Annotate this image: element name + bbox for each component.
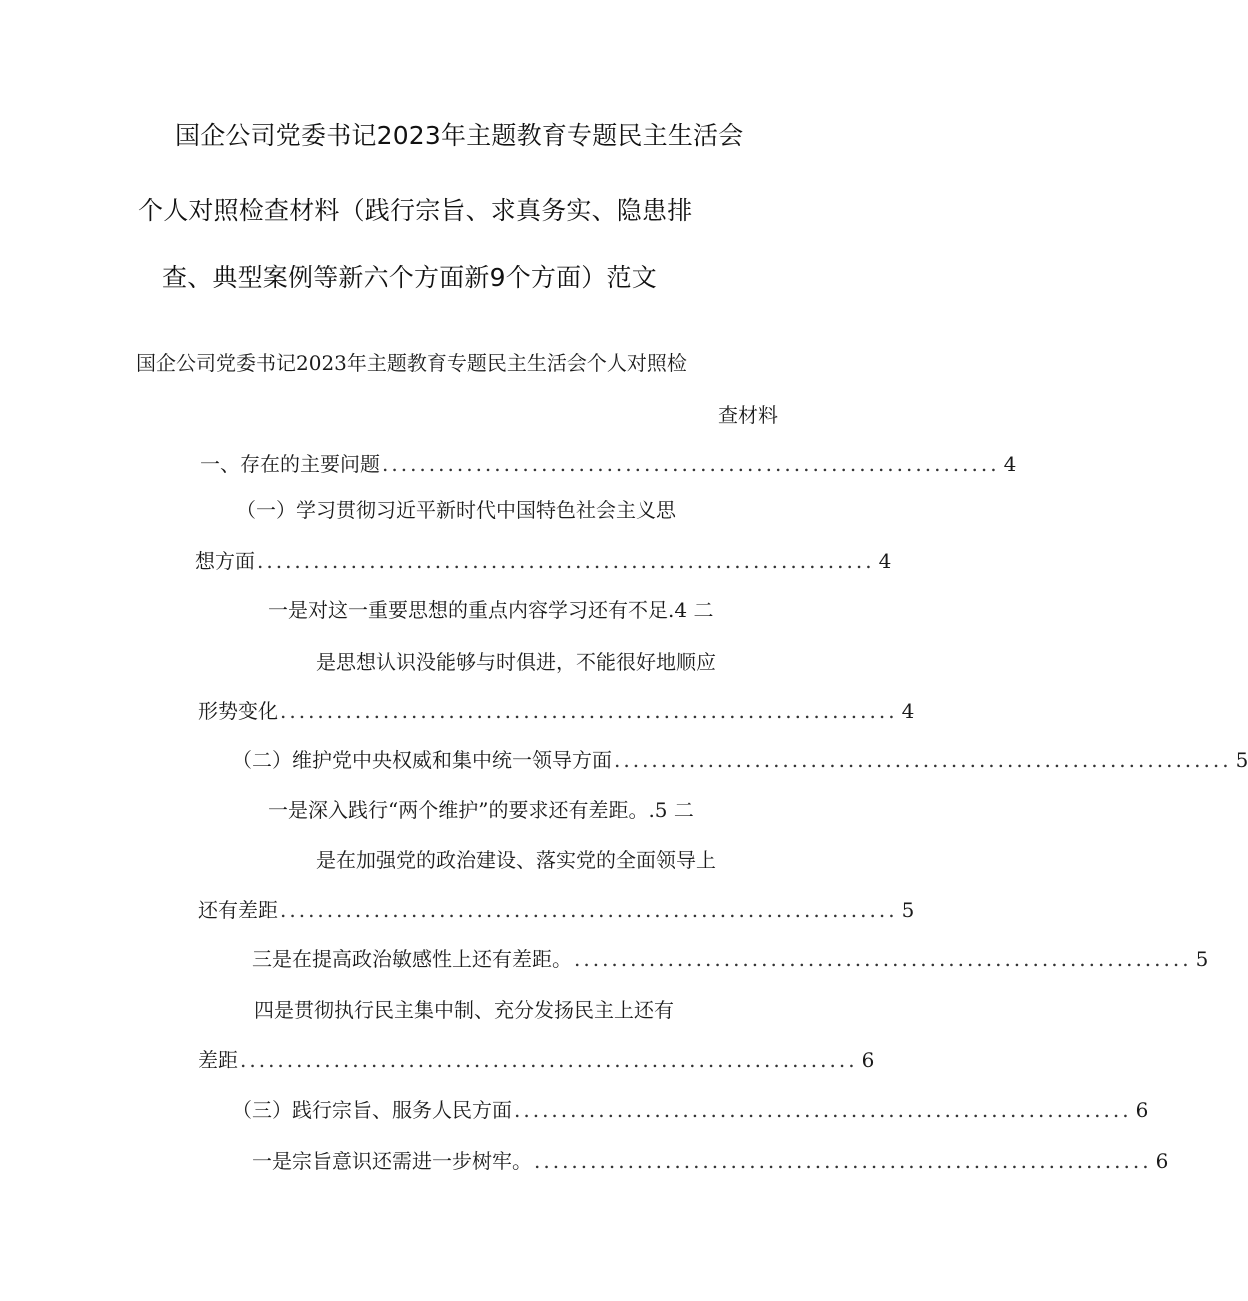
toc-page-number: 6 [1155,1149,1169,1173]
toc-entry-text: 一是宗旨意识还需进一步树牢。 [252,1149,532,1173]
toc-entry[interactable] [252,945,1209,973]
document-title-line-3: 查、典型案例等新六个方面新9个方面）范文 [162,263,657,292]
toc-page-number: 5 [1195,947,1209,971]
toc-entry[interactable] [195,547,892,575]
toc-entry-text: 想方面 [195,549,255,573]
toc-leader-dots: .................................................................. [257,549,875,573]
toc-entry[interactable] [252,1147,1169,1175]
toc-entry[interactable] [198,896,915,924]
toc-page-number: 5 [1235,748,1248,772]
toc-entry-text: 还有差距 [198,898,278,922]
toc-leader-dots: .................................................................. [614,748,1232,772]
toc-leader-dots: .................................................................. [382,452,1000,476]
toc-entry[interactable] [232,746,1248,774]
toc-entry-text[interactable]: 一是深入践行“两个维护”的要求还有差距。.5 二 [268,798,694,822]
toc-page-number: 4 [1003,452,1017,476]
toc-page-number: 5 [901,898,915,922]
toc-entry[interactable] [198,697,915,725]
toc-entry-text[interactable]: 是思想认识没能够与时俱进，不能很好地顺应 [316,650,716,674]
toc-leader-dots: .................................................................. [534,1149,1152,1173]
toc-entry[interactable] [198,1046,875,1074]
toc-page-number: 6 [1135,1098,1149,1122]
subtitle-line-2: 查材料 [718,403,778,427]
toc-entry-text: 差距 [198,1048,238,1072]
subtitle-line-1: 国企公司党委书记2023年主题教育专题民主生活会个人对照检 [136,351,687,375]
toc-entry-text: （二）维护党中央权威和集中统一领导方面 [232,748,612,772]
toc-leader-dots: .................................................................. [514,1098,1132,1122]
toc-entry-text[interactable]: 是在加强党的政治建设、落实党的全面领导上 [316,848,716,872]
toc-page-number: 4 [878,549,892,573]
toc-entry-text[interactable]: 四是贯彻执行民主集中制、充分发扬民主上还有 [254,998,674,1022]
toc-entry[interactable] [232,1096,1149,1124]
toc-page-number: 4 [901,699,915,723]
toc-entry-text: 一、存在的主要问题 [200,452,380,476]
toc-entry[interactable] [200,450,1017,478]
toc-leader-dots: .................................................................. [280,699,898,723]
toc-entry-text: （三）践行宗旨、服务人民方面 [232,1098,512,1122]
toc-entry-text: 形势变化 [198,699,278,723]
toc-entry-text: 三是在提高政治敏感性上还有差距。 [252,947,572,971]
document-title-line-1: 国企公司党委书记2023年主题教育专题民主生活会 [175,121,744,150]
toc-page-number: 6 [861,1048,875,1072]
toc-entry-text[interactable]: 一是对这一重要思想的重点内容学习还有不足.4 二 [268,598,714,622]
toc-leader-dots: .................................................................. [280,898,898,922]
toc-leader-dots: .................................................................. [240,1048,858,1072]
toc-entry-text[interactable]: （一）学习贯彻习近平新时代中国特色社会主义思 [236,498,676,522]
toc-leader-dots: .................................................................. [574,947,1192,971]
document-title-line-2: 个人对照检查材料（践行宗旨、求真务实、隐患排 [138,196,693,225]
